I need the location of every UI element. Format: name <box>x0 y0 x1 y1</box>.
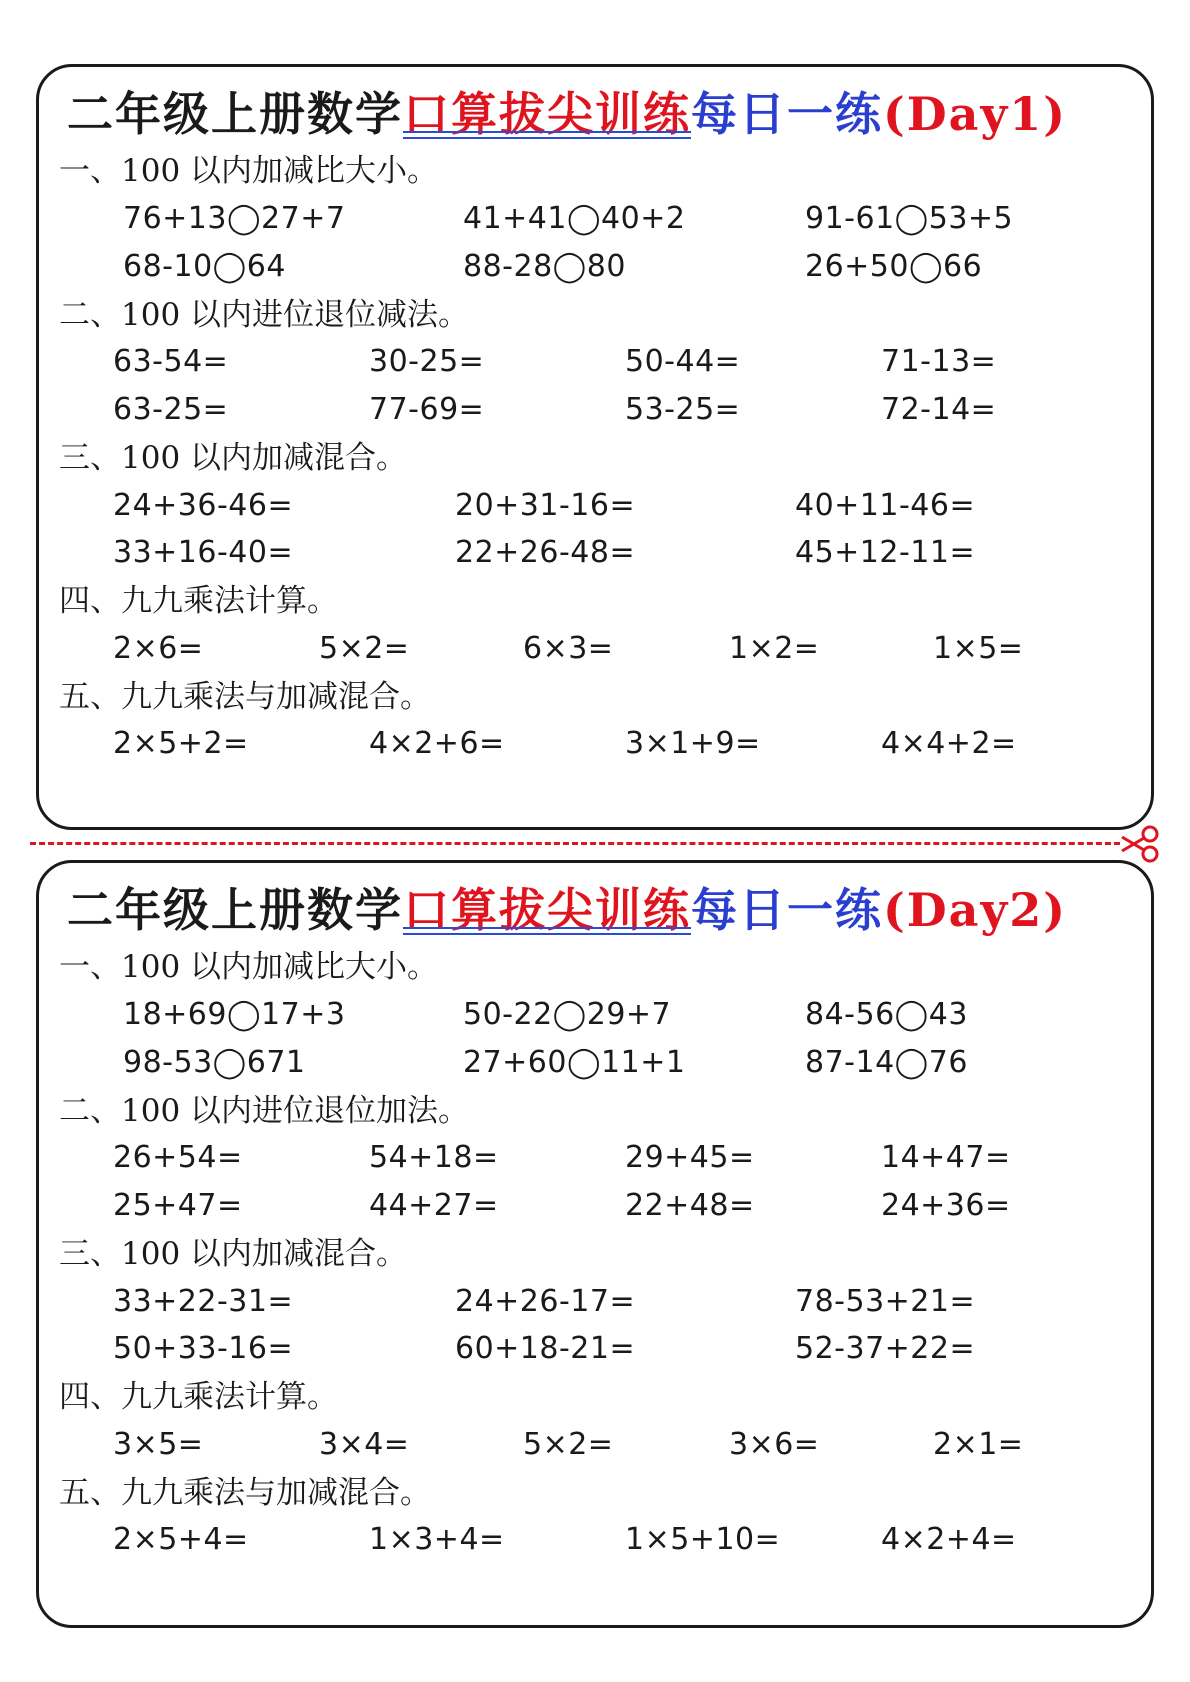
cut-line <box>30 842 1120 845</box>
problem: 24+26-17= <box>455 1284 636 1319</box>
problem: 27+60◯11+1 <box>463 1045 686 1080</box>
problem-row <box>39 1282 1151 1322</box>
problem: 52-37+22= <box>795 1331 976 1366</box>
problem-row <box>39 533 1151 573</box>
problem: 3×4= <box>319 1427 410 1462</box>
section-heading-2: 二、100 以内进位退位减法。 <box>59 297 470 333</box>
section-heading-4: 四、九九乘法计算。 <box>59 583 338 619</box>
problem: 54+18= <box>369 1140 499 1175</box>
worksheet-day2 <box>36 860 1154 1628</box>
problem: 1×5= <box>933 631 1024 666</box>
problem: 53-25= <box>625 392 741 427</box>
title-day: (Day1) <box>883 87 1067 141</box>
problem: 18+69◯17+3 <box>123 997 346 1032</box>
problem: 30-25= <box>369 344 485 379</box>
problem: 68-10◯64 <box>123 249 286 284</box>
problem: 1×5+10= <box>625 1522 781 1557</box>
title-day: (Day2) <box>883 883 1067 937</box>
problem-row <box>39 1425 1151 1465</box>
problem: 3×6= <box>729 1427 820 1462</box>
problem: 60+18-21= <box>455 1331 636 1366</box>
problem: 78-53+21= <box>795 1284 976 1319</box>
scissors-icon <box>1118 824 1162 864</box>
problem: 22+48= <box>625 1188 755 1223</box>
title-training: 口算拔尖训练 <box>403 87 691 141</box>
problem-row <box>39 629 1151 669</box>
problem: 3×5= <box>113 1427 204 1462</box>
problem: 98-53◯671 <box>123 1045 306 1080</box>
problem: 2×5+4= <box>113 1522 249 1557</box>
problem: 1×2= <box>729 631 820 666</box>
title-training: 口算拔尖训练 <box>403 883 691 937</box>
problem: 33+16-40= <box>113 535 294 570</box>
problem: 5×2= <box>523 1427 614 1462</box>
worksheet-title <box>67 875 1067 945</box>
section-heading-1: 一、100 以内加减比大小。 <box>59 949 439 985</box>
problem-row <box>39 1329 1151 1369</box>
section-heading-1: 一、100 以内加减比大小。 <box>59 153 439 189</box>
problem: 14+47= <box>881 1140 1011 1175</box>
problem: 24+36= <box>881 1188 1011 1223</box>
section-heading-2: 二、100 以内进位退位加法。 <box>59 1093 470 1129</box>
problem-row <box>39 1043 1151 1083</box>
problem-row <box>39 390 1151 430</box>
problem: 4×2+4= <box>881 1522 1017 1557</box>
problem: 72-14= <box>881 392 997 427</box>
problem: 76+13◯27+7 <box>123 201 346 236</box>
problem: 50-44= <box>625 344 741 379</box>
problem-row <box>39 1138 1151 1178</box>
problem: 50-22◯29+7 <box>463 997 672 1032</box>
problem: 5×2= <box>319 631 410 666</box>
problem: 29+45= <box>625 1140 755 1175</box>
problem-row <box>39 342 1151 382</box>
problem: 24+36-46= <box>113 488 294 523</box>
problem: 4×4+2= <box>881 726 1017 761</box>
problem: 25+47= <box>113 1188 243 1223</box>
problem: 33+22-31= <box>113 1284 294 1319</box>
problem: 20+31-16= <box>455 488 636 523</box>
problem: 45+12-11= <box>795 535 976 570</box>
section-heading-3: 三、100 以内加减混合。 <box>59 1236 408 1272</box>
problem-row <box>39 199 1151 239</box>
problem: 1×3+4= <box>369 1522 505 1557</box>
section-heading-3: 三、100 以内加减混合。 <box>59 440 408 476</box>
problem-row <box>39 247 1151 287</box>
problem: 22+26-48= <box>455 535 636 570</box>
problem: 84-56◯43 <box>805 997 968 1032</box>
problem-row <box>39 1186 1151 1226</box>
problem: 91-61◯53+5 <box>805 201 1014 236</box>
section-heading-5: 五、九九乘法与加减混合。 <box>59 679 431 715</box>
problem: 6×3= <box>523 631 614 666</box>
title-grade: 二年级上册数学 <box>67 883 403 937</box>
problem: 63-25= <box>113 392 229 427</box>
problem-row <box>39 486 1151 526</box>
problem: 88-28◯80 <box>463 249 626 284</box>
problem: 44+27= <box>369 1188 499 1223</box>
problem: 71-13= <box>881 344 997 379</box>
problem: 26+50◯66 <box>805 249 983 284</box>
title-grade: 二年级上册数学 <box>67 87 403 141</box>
problem: 4×2+6= <box>369 726 505 761</box>
worksheet-day1 <box>36 64 1154 830</box>
worksheet-title <box>67 79 1067 149</box>
problem: 77-69= <box>369 392 485 427</box>
problem: 2×5+2= <box>113 726 249 761</box>
problem: 3×1+9= <box>625 726 761 761</box>
problem-row <box>39 1520 1151 1560</box>
problem: 63-54= <box>113 344 229 379</box>
problem-row <box>39 995 1151 1035</box>
section-heading-5: 五、九九乘法与加减混合。 <box>59 1475 431 1511</box>
title-daily: 每日一练 <box>691 883 883 937</box>
section-heading-4: 四、九九乘法计算。 <box>59 1379 338 1415</box>
problem: 26+54= <box>113 1140 243 1175</box>
problem: 40+11-46= <box>795 488 976 523</box>
problem-row <box>39 724 1151 764</box>
problem: 50+33-16= <box>113 1331 294 1366</box>
problem: 2×1= <box>933 1427 1024 1462</box>
problem: 2×6= <box>113 631 204 666</box>
title-daily: 每日一练 <box>691 87 883 141</box>
problem: 41+41◯40+2 <box>463 201 686 236</box>
problem: 87-14◯76 <box>805 1045 968 1080</box>
